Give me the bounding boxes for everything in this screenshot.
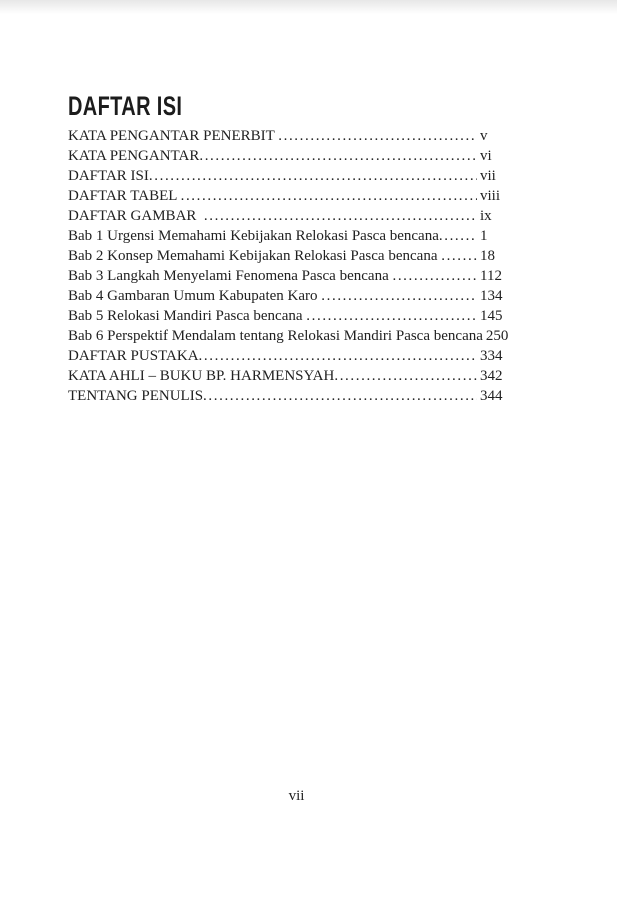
toc-entry [68, 186, 513, 206]
toc-dot-leader [392, 266, 477, 286]
toc-entry-page-number: vii [480, 168, 496, 184]
toc-dot-leader [306, 306, 477, 326]
toc-entry-page-number: 112 [480, 268, 502, 284]
toc-entry [68, 346, 513, 366]
footer-page-number: vii [288, 788, 305, 804]
toc-dot-leader [181, 186, 477, 206]
toc-dot-leader [149, 166, 477, 186]
toc-entry [68, 286, 513, 306]
toc-entry [68, 366, 513, 386]
toc-entry [68, 246, 513, 266]
toc-entry-label: KATA PENGANTAR [68, 148, 200, 164]
toc-entry-page-number: 18 [480, 248, 495, 264]
toc-entry-page-number: 334 [480, 348, 503, 364]
toc-entry-label: DAFTAR TABEL [68, 188, 181, 204]
toc-dot-leader [199, 146, 477, 166]
toc-dot-leader [334, 366, 477, 386]
toc-dot-leader [441, 246, 477, 266]
toc-entry [68, 206, 513, 226]
toc-dot-leader [203, 386, 477, 406]
toc-list [68, 126, 513, 406]
toc-entry-label: Bab 3 Langkah Menyelami Fenomena Pasca bencana [68, 268, 393, 284]
toc-entry [68, 386, 513, 406]
toc-dot-leader [278, 126, 477, 146]
toc-entry-label: DAFTAR PUSTAKA [68, 348, 199, 364]
toc-dot-leader [439, 226, 477, 246]
toc-entry-page-number: 134 [480, 288, 503, 304]
toc-entry-page-number: 250 [485, 328, 509, 344]
toc-entry-label: Bab 2 Konsep Memahami Kebijakan Relokasi Pasca bencana [68, 248, 442, 264]
toc-entry [68, 166, 513, 186]
toc-entry-label: KATA PENGANTAR PENERBIT [68, 128, 279, 144]
toc-entry-page-number: 1 [480, 228, 488, 244]
toc-entry-page-number: 344 [480, 388, 503, 404]
toc-entry-label: KATA AHLI – BUKU BP. HARMENSYAH [68, 368, 335, 384]
toc-entry-label: Bab 4 Gambaran Umum Kabupaten Karo [68, 288, 322, 304]
toc-entry-label: Bab 1 Urgensi Memahami Kebijakan Relokasi Pasca bencana [68, 228, 439, 244]
toc-entry-label: TENTANG PENULIS [68, 388, 204, 404]
toc-entry-page-number: vi [480, 148, 492, 164]
toc-entry-page-number: v [480, 128, 488, 144]
page-title: DAFTAR ISI [68, 91, 183, 122]
toc-dot-leader [204, 206, 477, 226]
toc-entry-label: DAFTAR ISI [68, 168, 149, 184]
toc-dot-leader [199, 346, 477, 366]
toc-entry-page-number: 145 [480, 308, 503, 324]
page-top-edge-shadow [0, 0, 617, 14]
toc-dot-leader [321, 286, 477, 306]
toc-entry [68, 306, 513, 326]
toc-entry [68, 126, 513, 146]
toc-entry-label: Bab 5 Relokasi Mandiri Pasca bencana [68, 308, 307, 324]
toc-entry-page-number: ix [480, 208, 492, 224]
toc-entry-label: Bab 6 Perspektif Mendalam tentang Relokasi Mandiri Pasca bencana [68, 328, 483, 344]
toc-entry-label: DAFTAR GAMBAR [68, 208, 204, 224]
toc-entry [68, 326, 513, 346]
toc-entry [68, 266, 513, 286]
toc-entry [68, 226, 513, 246]
toc-entry-page-number: 342 [480, 368, 503, 384]
toc-entry [68, 146, 513, 166]
toc-entry-page-number: viii [480, 188, 501, 204]
